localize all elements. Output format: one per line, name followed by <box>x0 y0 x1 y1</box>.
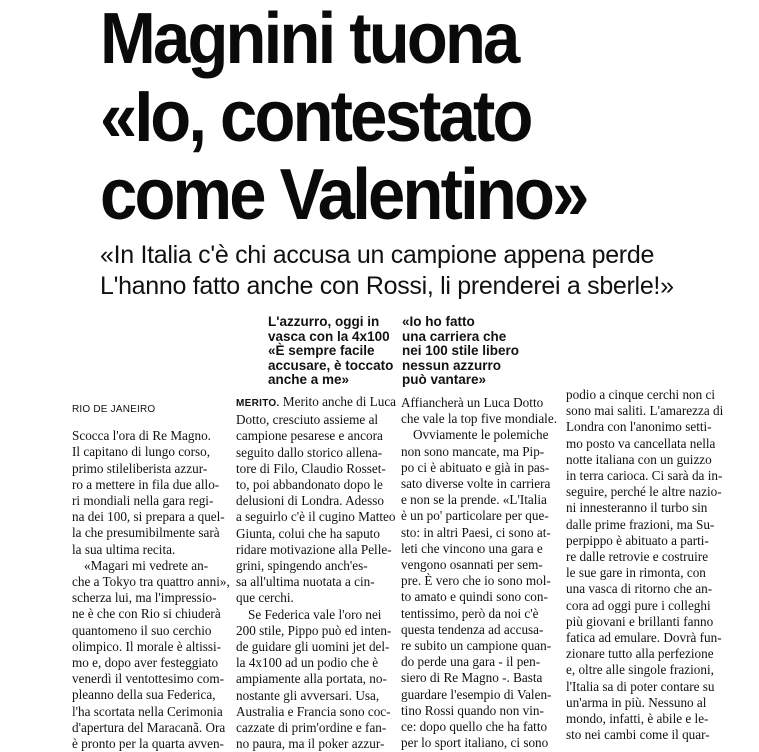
text-line: Affiancherà un Luca Dotto <box>401 395 544 410</box>
text-line: quantomeno il suo cerchio <box>72 622 212 638</box>
subheadline <box>100 240 750 302</box>
text-line: seguire, perché le altre nazio- <box>566 484 722 500</box>
text-line: è un po' particolare per que- <box>401 508 549 524</box>
text-line: mondo, infatti, è abile e le- <box>566 711 709 727</box>
text-line: dalle prime frazioni, ma Su- <box>566 516 715 532</box>
text-line: la 4x100 ad un podio che è <box>236 655 379 671</box>
text-line: le sue gare in rimonta, con <box>566 565 706 581</box>
text-line: e, oltre alle singole frazioni, <box>566 662 714 678</box>
headline-line-2: «Io, contestato <box>100 77 531 157</box>
text-line: to, poi abbandonato dopo le <box>236 477 383 493</box>
text-line: in terra carioca. Ci sarà da in- <box>566 468 723 484</box>
text-line: primo stileliberista azzur- <box>72 460 208 476</box>
text-line: è pronto per la quarta avven- <box>72 736 224 752</box>
text-line: ampiamente alla portata, no- <box>236 671 387 687</box>
text-line: do perde una gara - il pen- <box>401 654 541 670</box>
callout-line: nei 100 stile libero <box>402 343 520 359</box>
callout-left <box>268 315 398 388</box>
callout-line: accusare, è toccato <box>268 357 394 373</box>
text-line: pleanno della sua Federica, <box>72 687 216 703</box>
headline-line-3: come Valentino» <box>100 155 587 235</box>
first-line-text: Merito anche di Luca <box>279 394 397 409</box>
text-line: tentissimo, però da noi c'è <box>401 605 539 621</box>
text-line: «Magari mi vedrete an- <box>84 557 209 573</box>
text-line: notte italiana con un guizzo <box>566 451 712 467</box>
article-column-2 <box>236 394 397 752</box>
text-line: re subito un campione quan- <box>401 638 552 654</box>
text-line: guardare l'esempio di Valen- <box>401 686 552 702</box>
text-line: que cerchi. <box>236 590 294 606</box>
text-line: to amato e quindi sono con- <box>401 589 548 605</box>
text-line: venerdì il ventottesimo com- <box>72 671 224 687</box>
text-line: più giovani e brillanti fanno <box>566 613 714 629</box>
text-line: ce: dopo quello che ha fatto <box>401 719 548 735</box>
text-line: mo posto va cancellata nella <box>566 435 716 451</box>
text-line: Giunta, colui che ha saputo <box>236 525 380 541</box>
text-line: Ovviamente le polemiche <box>413 427 549 443</box>
text-line: re dalle retrovie e costruire <box>566 549 709 565</box>
text-line: un'arma in più. Nessuno al <box>566 694 707 710</box>
text-line: nostante gli avversari. Usa, <box>236 687 380 703</box>
text-line: che vale la top five mondiale. <box>401 411 557 427</box>
text-line: podio a cinque cerchi non ci <box>566 387 716 402</box>
text-line: sto nei cambi come il quar- <box>566 727 710 743</box>
text-line: non sono mancate, ma Pip- <box>401 443 545 459</box>
callout-line: anche a me» <box>268 372 350 388</box>
text-line: siero di Re Magno -. Basta <box>401 670 543 686</box>
text-line: leti che vincono una gara e <box>401 540 543 556</box>
subheadline-line-2: L'hanno fatto anche con Rossi, li prenderei a sberle!» <box>100 272 674 300</box>
text-line: sono mai saliti. L'amarezza di <box>566 403 724 419</box>
text-line: grini, spingendo anch'es- <box>236 558 368 574</box>
text-line: Australia e Francia sono coc- <box>236 703 391 719</box>
text-line: questa tendenza ad accusa- <box>401 621 544 637</box>
text-line: ni innesteranno il turbo sin <box>566 500 708 516</box>
text-line: per lo sport italiano, ci sono <box>401 735 549 751</box>
column-3-lines <box>401 395 557 751</box>
text-line: e non se la prende. «L'Italia <box>401 492 547 508</box>
text-line: delusioni di Londra. Adesso <box>236 493 384 509</box>
text-line: pre. È vero che io sono mol- <box>401 573 551 589</box>
text-line: mo e, dopo aver festeggiato <box>72 655 219 671</box>
text-line: Dotto, cresciuto assieme al <box>236 412 379 428</box>
dateline: RIO DE JANEIRO <box>72 404 156 415</box>
column-2-rest <box>236 412 396 752</box>
text-line: scherza lui, ma l'impressio- <box>72 590 217 606</box>
text-line: l'ha scortata nella Cerimonia <box>72 703 223 719</box>
text-line: campione pesarese e ancora <box>236 428 383 444</box>
text-line: no paura, ma il poker azzur- <box>236 736 385 752</box>
text-line: ri mondiali nella gara regi- <box>72 493 214 509</box>
text-line: zionare tutto alla perfezione <box>566 646 714 662</box>
text-line: a seguirlo c'è il cugino Matteo <box>236 509 396 525</box>
column-2-lines <box>236 394 397 752</box>
text-line: una vasca di ritorno che an- <box>566 581 713 597</box>
text-line: Londra con l'anonimo setti- <box>566 419 712 435</box>
headline-line-1: Magnini tuona <box>100 0 518 79</box>
callout-right <box>402 315 532 388</box>
lead-word: MERITO. <box>236 398 280 409</box>
text-line: po ci è abituato e già in pas- <box>401 459 550 475</box>
text-line: la sua ultima recita. <box>72 541 176 557</box>
text-line: na dei 100, si prepara a quel- <box>72 509 225 525</box>
column-1-lines <box>72 428 230 752</box>
text-line: 200 stile, Pippo può ed inten- <box>236 622 392 638</box>
text-line: seguito dallo storico allena- <box>236 444 383 460</box>
callout-line: «Io ho fatto <box>402 314 475 329</box>
text-line: sa all'ultima nuotata a cin- <box>236 574 375 590</box>
text-line: cazzate di prim'ordine e fan- <box>236 720 387 736</box>
text-line: perpippo è abituato a parti- <box>566 532 709 548</box>
text-line: tore di Filo, Claudio Rosset- <box>236 460 386 476</box>
text-line: sato diverse volte in carriera <box>401 476 551 492</box>
text-line: sto: in altri Paesi, ci sono at- <box>401 524 551 540</box>
callout-line: nessun azzurro <box>402 357 502 373</box>
column-2-first-line <box>236 394 397 412</box>
text-line: de guidare gli uomini jet del- <box>236 639 390 655</box>
article-column-3 <box>401 395 557 751</box>
text-line: Scocca l'ora di Re Magno. <box>72 428 211 444</box>
callout-line: vasca con la 4x100 <box>268 328 390 344</box>
callout-line: può vantare» <box>402 372 487 388</box>
text-line: l'Italia sa di poter contare su <box>566 678 715 694</box>
subheadline-line-1: «In Italia c'è chi accusa un campione appena perde <box>100 241 655 269</box>
text-line: d'apertura del Maracanã. Ora <box>72 719 226 735</box>
column-4-lines <box>566 387 724 743</box>
text-line: fatica ad emulare. Dovrà fun- <box>566 630 722 646</box>
text-line: ro a mettere in fila due allo- <box>72 476 220 492</box>
text-line: la che presumibilmente sarà <box>72 525 220 541</box>
text-line: cora ad oggi pure i colleghi <box>566 597 711 613</box>
text-line: Il capitano di lungo corso, <box>72 444 211 460</box>
text-line: vengono osannati per sem- <box>401 557 543 573</box>
callout-line: una carriera che <box>402 328 507 344</box>
text-line: che a Tokyo tra quattro anni», <box>72 574 230 590</box>
article-column-1 <box>72 402 230 752</box>
text-line: olimpico. Il morale è altissi- <box>72 638 222 654</box>
text-line: ridare motivazione alla Pelle- <box>236 541 392 557</box>
text-line: tino Rossi quando non vin- <box>401 702 544 718</box>
headline <box>100 0 714 234</box>
text-line: Se Federica vale l'oro nei <box>248 606 382 622</box>
callout-line: «È sempre facile <box>268 343 375 359</box>
callout-line: L'azzurro, oggi in <box>268 314 380 329</box>
text-line: ne è che con Rio si chiuderà <box>72 606 221 622</box>
article-column-4 <box>566 387 724 743</box>
